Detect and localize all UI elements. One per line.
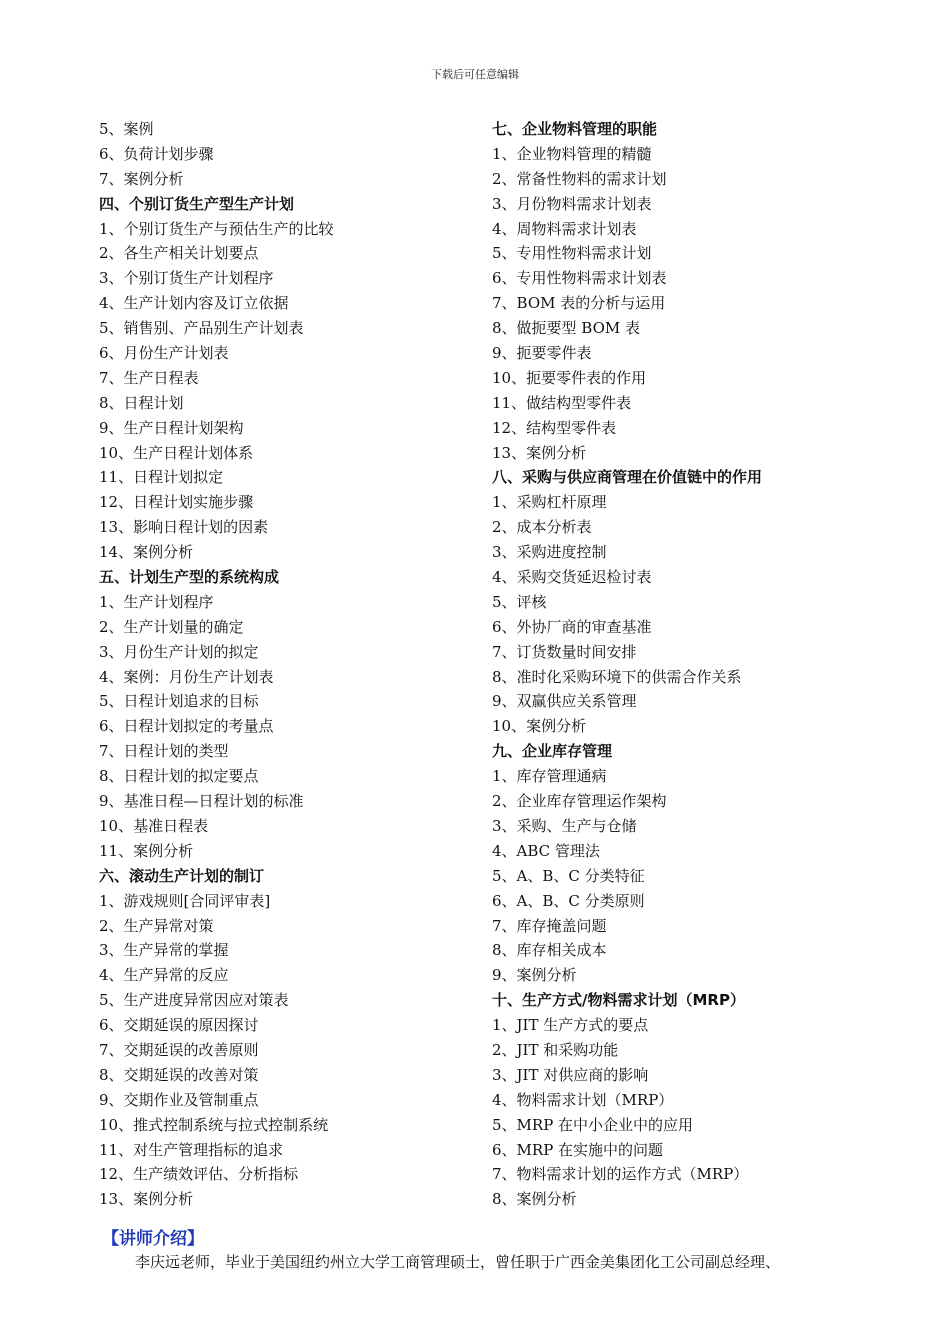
outline-item: 9、案例分析 [492, 966, 577, 985]
outline-item: 7、生产日程表 [99, 368, 199, 387]
instructor-bio: 李庆远老师，毕业于美国纽约州立大学工商管理硕士，曾任职于广西金美集团化工公司副总经理、 [135, 1253, 781, 1271]
outline-item: 6、交期延误的原因探讨 [99, 1016, 259, 1035]
outline-item: 6、月份生产计划表 [99, 344, 229, 363]
section-heading: 五、计划生产型的系统构成 [99, 568, 280, 587]
outline-item: 5、日程计划追求的目标 [99, 692, 259, 711]
outline-item: 7、库存掩盖问题 [492, 916, 607, 935]
outline-item: 10、扼要零件表的作用 [492, 368, 647, 387]
outline-item: 10、案例分析 [492, 717, 587, 736]
outline-item: 4、生产异常的反应 [99, 966, 229, 985]
outline-item: 9、扼要零件表 [492, 344, 592, 363]
instructor-heading: 【讲师介绍】 [102, 1229, 204, 1249]
outline-item: 8、库存相关成本 [492, 941, 607, 960]
outline-item: 2、企业库存管理运作架构 [492, 792, 667, 811]
outline-item: 13、影响日程计划的因素 [99, 518, 269, 537]
outline-item: 4、周物料需求计划表 [492, 219, 637, 238]
outline-item: 4、采购交货延迟检讨表 [492, 568, 652, 587]
section-heading: 七、企业物料管理的职能 [492, 120, 658, 138]
page-header: 下载后可任意编辑 [431, 68, 519, 81]
outline-item: 2、成本分析表 [492, 518, 592, 537]
outline-item: 7、日程计划的类型 [99, 742, 229, 761]
outline-item: 8、案例分析 [492, 1190, 577, 1209]
outline-item: 1、企业物料管理的精髓 [492, 144, 652, 163]
outline-item: 10、基准日程表 [99, 816, 209, 835]
outline-item: 8、准时化采购环境下的供需合作关系 [492, 667, 742, 686]
outline-item: 8、交期延误的改善对策 [99, 1065, 259, 1084]
outline-item: 12、日程计划实施步骤 [99, 493, 254, 512]
outline-item: 5、销售别、产品别生产计划表 [99, 319, 304, 338]
outline-item: 5、生产进度异常因应对策表 [99, 991, 289, 1010]
outline-item: 1、游戏规则[合同评审表] [99, 891, 271, 910]
outline-item: 3、生产异常的掌握 [99, 941, 229, 960]
outline-item: 4、案例：月份生产计划表 [99, 667, 274, 686]
section-heading: 九、企业库存管理 [492, 742, 613, 761]
outline-item: 5、案例 [99, 120, 154, 138]
outline-item: 7、交期延误的改善原则 [99, 1040, 259, 1059]
outline-item: 8、做扼要型 BOM 表 [492, 319, 641, 338]
outline-item: 1、JIT 生产方式的要点 [492, 1016, 649, 1035]
outline-item: 7、物料需求计划的运作方式（MRP） [492, 1165, 749, 1184]
outline-item: 1、采购杠杆原理 [492, 493, 607, 512]
section-heading: 八、采购与供应商管理在价值链中的作用 [492, 468, 763, 487]
outline-item: 2、生产计划量的确定 [99, 617, 244, 636]
outline-item: 6、负荷计划步骤 [99, 144, 214, 163]
outline-item: 11、日程计划拟定 [99, 468, 224, 487]
outline-item: 6、外协厂商的审查基准 [492, 617, 652, 636]
outline-item: 7、案例分析 [99, 169, 184, 188]
outline-item: 2、各生产相关计划要点 [99, 244, 259, 263]
outline-item: 12、结构型零件表 [492, 418, 617, 437]
outline-item: 8、日程计划 [99, 393, 184, 412]
outline-item: 4、物料需求计划（MRP） [492, 1090, 674, 1109]
outline-item: 6、A、B、C 分类原则 [492, 891, 645, 910]
outline-item: 3、个别订货生产计划程序 [99, 269, 274, 288]
outline-item: 4、生产计划内容及订立依据 [99, 294, 289, 313]
outline-item: 3、采购进度控制 [492, 543, 607, 562]
outline-left-column [99, 117, 499, 1212]
section-heading: 十、生产方式/物料需求计划（MRP） [492, 991, 745, 1010]
outline-item: 5、A、B、C 分类特征 [492, 866, 645, 885]
outline-item: 13、案例分析 [492, 443, 587, 462]
section-heading: 四、个别订货生产型生产计划 [99, 194, 295, 213]
outline-item: 11、做结构型零件表 [492, 393, 632, 412]
outline-item: 13、案例分析 [99, 1190, 194, 1209]
outline-item: 11、对生产管理指标的追求 [99, 1140, 284, 1159]
outline-item: 12、生产绩效评估、分析指标 [99, 1165, 299, 1184]
outline-item: 7、BOM 表的分析与运用 [492, 294, 666, 313]
outline-item: 2、常备性物料的需求计划 [492, 169, 667, 188]
outline-item: 2、生产异常对策 [99, 916, 214, 935]
outline-item: 10、生产日程计划体系 [99, 443, 254, 462]
outline-item: 1、个别订货生产与预估生产的比较 [99, 219, 334, 238]
outline-item: 9、基准日程—日程计划的标准 [99, 792, 304, 811]
outline-item: 7、订货数量时间安排 [492, 642, 637, 661]
outline-item: 8、日程计划的拟定要点 [99, 767, 259, 786]
outline-item: 6、日程计划拟定的考量点 [99, 717, 274, 736]
outline-item: 1、生产计划程序 [99, 592, 214, 611]
outline-item: 10、推式控制系统与拉式控制系统 [99, 1115, 329, 1134]
outline-item: 14、案例分析 [99, 543, 194, 562]
outline-right-column [492, 117, 892, 1212]
outline-item: 5、评核 [492, 592, 547, 611]
outline-item: 4、ABC 管理法 [492, 841, 600, 860]
section-heading: 六、滚动生产计划的制订 [99, 866, 265, 885]
outline-item: 6、专用性物料需求计划表 [492, 269, 667, 288]
outline-item: 5、MRP 在中小企业中的应用 [492, 1115, 694, 1134]
outline-item: 6、MRP 在实施中的问题 [492, 1140, 664, 1159]
outline-item: 3、月份生产计划的拟定 [99, 642, 259, 661]
outline-item: 9、双赢供应关系管理 [492, 692, 637, 711]
outline-item: 9、交期作业及管制重点 [99, 1090, 259, 1109]
outline-item: 11、案例分析 [99, 841, 194, 860]
outline-item: 2、JIT 和采购功能 [492, 1040, 619, 1059]
outline-item: 3、JIT 对供应商的影响 [492, 1065, 649, 1084]
outline-item: 3、月份物料需求计划表 [492, 194, 652, 213]
outline-item: 9、生产日程计划架构 [99, 418, 244, 437]
outline-item: 5、专用性物料需求计划 [492, 244, 652, 263]
outline-item: 1、库存管理通病 [492, 767, 607, 786]
outline-item: 3、采购、生产与仓储 [492, 816, 637, 835]
